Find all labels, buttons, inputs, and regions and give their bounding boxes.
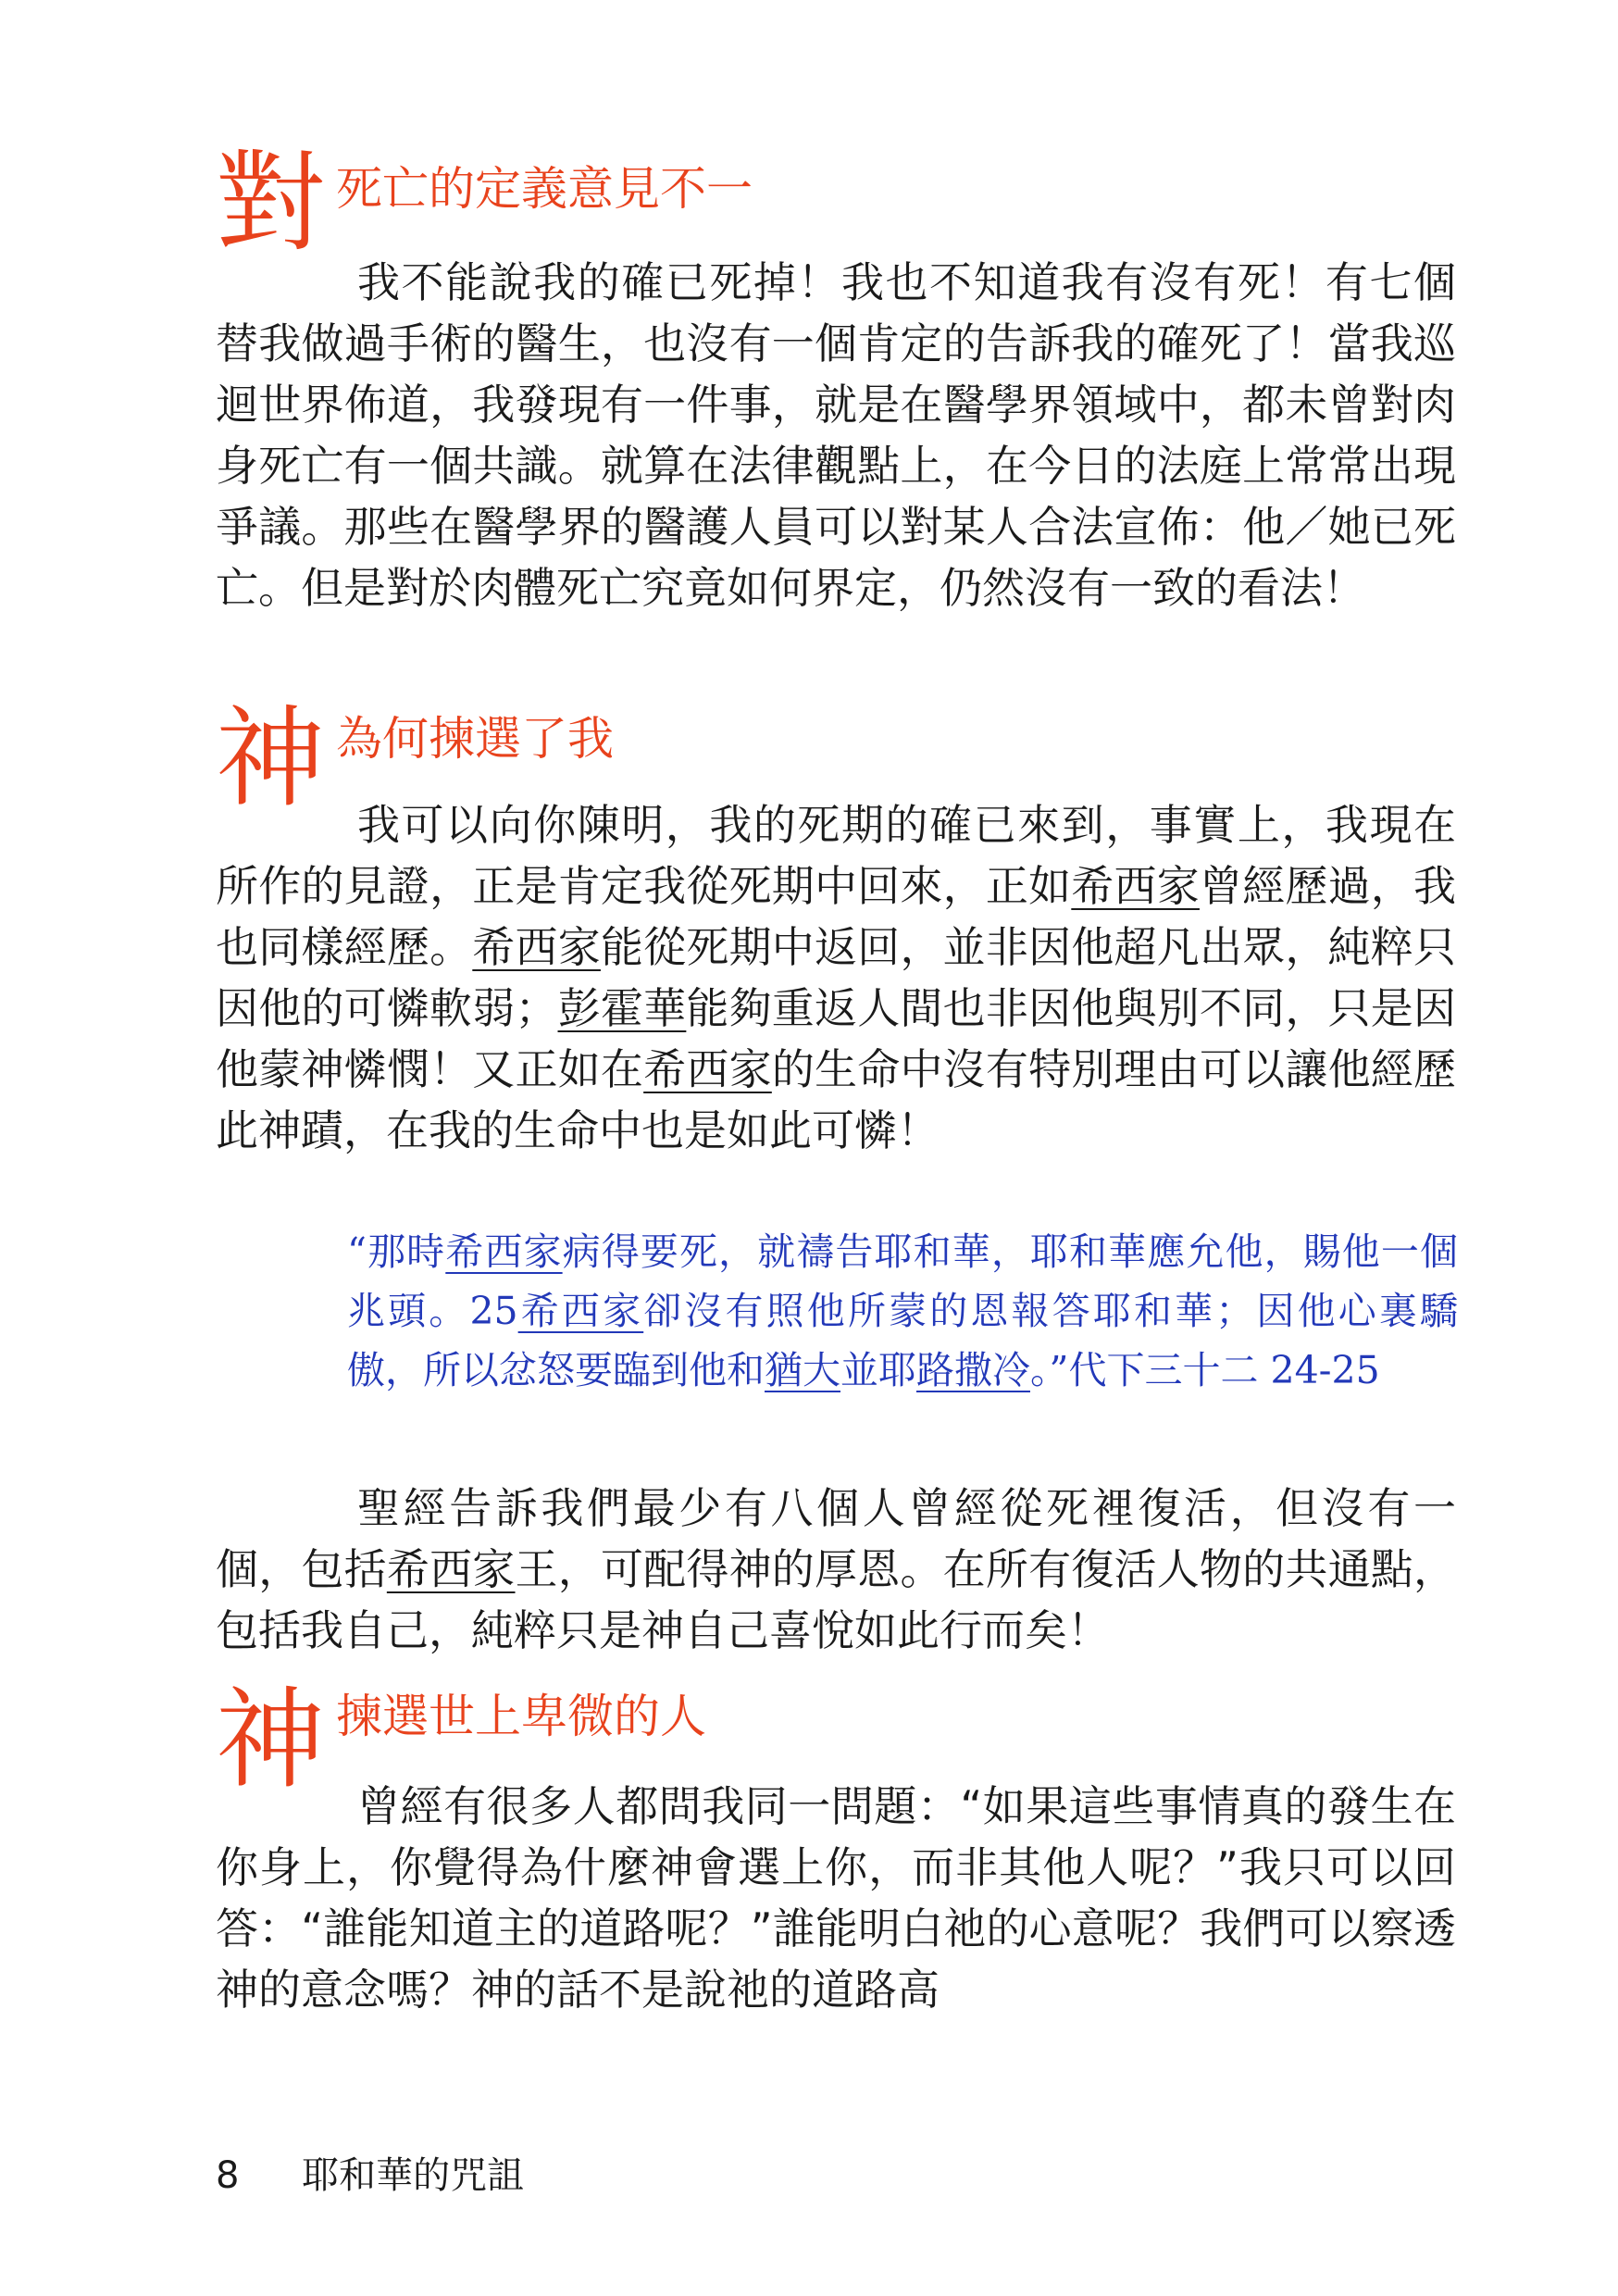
body-paragraph: 曾經有很多人都問我同一問題：“如果這些事情真的發生在你身上，你覺得為什麼神會選上你，而非其他人呢？”我只可以回答：“誰能知道主的道路呢？”誰能明白祂的心意呢？我們可以察透神的意念嗎？神的話不是說祂的道路高: [216, 1781, 1456, 2015]
section-title: 揀選世上卑微的人: [336, 1690, 706, 1743]
drop-cap: 神: [216, 1676, 326, 1803]
proper-noun-underline: 希西家: [1071, 861, 1200, 911]
page-number: 8: [216, 2154, 240, 2197]
proper-noun-underline: 彭霍華: [557, 983, 687, 1033]
drop-cap: 對: [216, 139, 326, 267]
section-title: 死亡的定義意見不一: [336, 162, 753, 216]
proper-noun-underline: 希西家: [472, 922, 601, 972]
proper-noun-underline: 希西家: [445, 1229, 563, 1274]
proper-noun-underline: 路撒冷: [916, 1348, 1030, 1392]
body-paragraph: 我不能說我的確已死掉！我也不知道我有沒有死！有七個替我做過手術的醫生，也沒有一個肯定的告訴我的確死了！當我巡迴世界佈道，我發現有一件事，就是在醫學界領域中，都未曾對肉身死亡有一個共識。就算在法律觀點上，在今日的法庭上常常出現爭議。那些在醫學界的醫護人員可以對某人合法宣佈：他／她已死亡。但是對於肉體死亡究竟如何界定，仍然沒有一致的看法！: [216, 257, 1456, 613]
body-paragraph: 我可以向你陳明，我的死期的確已來到，事實上，我現在所作的見證，正是肯定我從死期中回來，正如希西家曾經歷過，我也同樣經歷。希西家能從死期中返回，並非因他超凡出眾，純粹只因他的可憐軟弱；彭霍華能夠重返人間也非因他與別不同，只是因他蒙神憐憫！又正如在希西家的生命中沒有特別理由可以讓他經歷此神蹟，在我的生命中也是如此可憐！: [216, 800, 1457, 1155]
book-title: 耶和華的咒詛: [302, 2154, 525, 2197]
proper-noun-underline: 希西家: [517, 1289, 644, 1333]
drop-cap: 神: [216, 694, 326, 822]
proper-noun-underline: 猶大: [765, 1348, 840, 1392]
proper-noun-underline: 希西家: [386, 1544, 516, 1594]
body-paragraph: 聖經告訴我們最少有八個人曾經從死裡復活，但沒有一個，包括希西家王，可配得神的厚恩。在所有復活人物的共通點，包括我自己，純粹只是神自己喜悅如此行而矣！: [216, 1483, 1457, 1655]
section-title: 為何揀選了我: [336, 712, 614, 766]
scripture-quote: “那時希西家病得要死，就禱告耶和華，耶和華應允他，賜他一個兆頭。25希西家卻沒有照他所蒙的恩報答耶和華；因他心裏驕傲，所以忿怒要臨到他和猶大並耶路撒冷。”代下三十二 24-25: [347, 1229, 1459, 1392]
proper-noun-underline: 希西家: [643, 1044, 772, 1094]
page-footer: [216, 2146, 524, 2199]
